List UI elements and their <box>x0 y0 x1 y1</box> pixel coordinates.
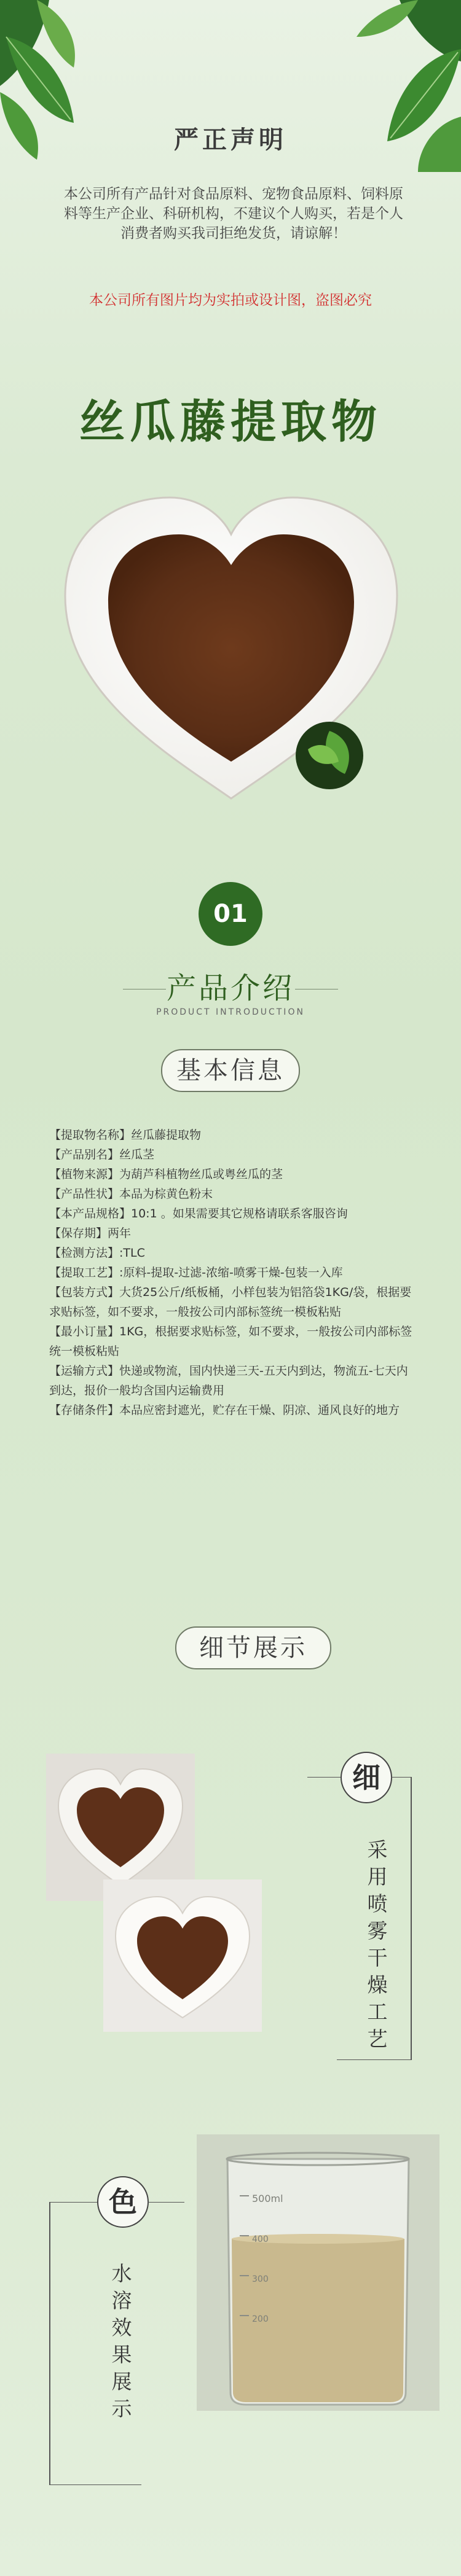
detail1-line-right <box>391 1777 411 1778</box>
detail-fine-char-badge: 细 <box>341 1752 392 1803</box>
info-line: 【保存期】两年 <box>49 1227 132 1240</box>
beaker-solution-photo <box>197 2134 439 2411</box>
info-line: 【存储条件】本品应密封遮光，贮存在干燥、阴凉、通风良好的地方 <box>49 1403 400 1417</box>
info-line: 【提取物名称】丝瓜藤提取物 <box>49 1128 202 1142</box>
detail2-line-right <box>148 2202 184 2203</box>
info-line: 【包装方式】大货25公斤/纸板桶，小样包装为铝箔袋1KG/袋，根据要求贴标签，如不要求，一般按公司内部标签统一模板粘贴 <box>49 1286 412 1319</box>
detail-color-char-badge: 色 <box>97 2176 149 2228</box>
declaration-text: 本公司所有产品针对食品原料、宠物食品原料、饲料原料等生产企业、科研机构，不建议个人购买，若是个人消费者购买我司拒绝发货，请谅解！ <box>64 186 403 241</box>
info-line: 【产品性状】本品为棕黄色粉末 <box>49 1187 213 1201</box>
detail1-frame-right <box>411 1777 412 2059</box>
section-title: 产品介绍 <box>166 971 294 1005</box>
beaker-mark: 300 <box>252 2274 269 2284</box>
detail-label: 细节展示 <box>175 1626 331 1669</box>
detail2-frame-bottom <box>49 2484 141 2485</box>
info-line: 【运输方式】快递或物流，国内快递三天-五天内到达，物流五-七天内到达，报价一般均含国内运输费用 <box>49 1364 408 1397</box>
info-line: 【产品别名】丝瓜茎 <box>49 1148 155 1161</box>
powder-heart-photo-2 <box>103 1879 262 2032</box>
heart-bowl-powder-image <box>59 491 403 811</box>
declaration-title: 严正声明 <box>174 126 287 154</box>
section-number-badge: 01 <box>199 882 262 946</box>
product-info-list <box>49 1125 418 1420</box>
info-line: 【检测方法】:TLC <box>49 1246 145 1260</box>
beaker-mark: 500ml <box>252 2193 283 2204</box>
product-title: 丝瓜藤提取物 <box>79 396 382 448</box>
info-line: 【本产品规格】10:1 。如果需要其它规格请联系客服咨询 <box>49 1207 348 1220</box>
detail1-vertical-text: 采用喷雾干燥工艺 <box>367 1838 388 2051</box>
powder-heart-photo-1 <box>46 1754 195 1901</box>
section-subtitle: PRODUCT INTRODUCTION <box>156 1007 305 1017</box>
info-line: 【最小订量】1KG，根据要求贴标签，如不要求，一般按公司内部标签统一模板粘贴 <box>49 1325 412 1358</box>
beaker-mark: 400 <box>252 2234 269 2244</box>
detail2-vertical-text: 水溶效果展示 <box>111 2262 132 2421</box>
detail1-frame-bottom <box>337 2059 412 2060</box>
declaration-warning: 本公司所有图片均为实拍或设计图，盗图必究 <box>89 292 372 308</box>
info-line: 【植物来源】为葫芦科植物丝瓜或粤丝瓜的茎 <box>49 1168 283 1181</box>
detail2-line-left <box>49 2202 97 2203</box>
detail2-frame-left <box>49 2202 50 2484</box>
beaker-mark: 200 <box>252 2314 269 2324</box>
detail1-line-left <box>307 1777 341 1778</box>
info-line: 【提取工艺】:原料-提取-过滤-浓缩-喷雾干燥-包装一入库 <box>49 1266 343 1279</box>
basic-info-label: 基本信息 <box>161 1049 300 1092</box>
